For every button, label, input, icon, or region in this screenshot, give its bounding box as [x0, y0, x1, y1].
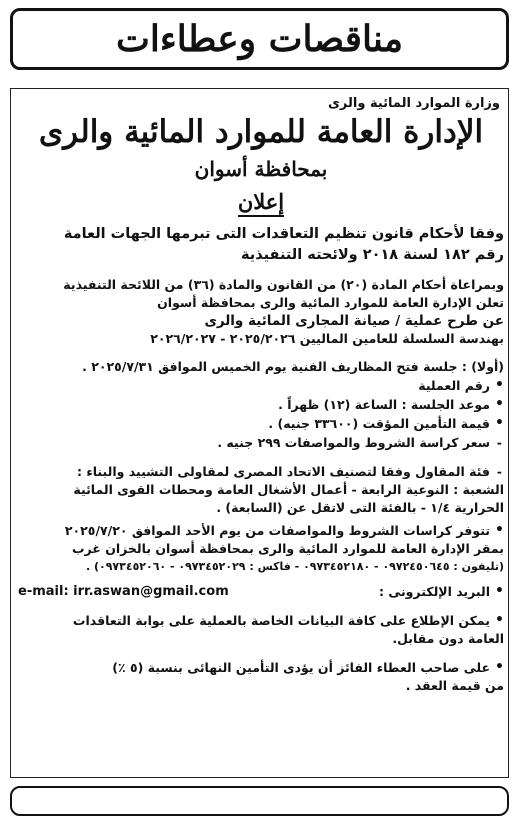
portal-line: العامة دون مقابل.	[392, 631, 504, 646]
intro-line: تعلن الإدارة العامة للموارد المائية والرى بمحافظة أسوان	[157, 295, 504, 310]
session-item: • موعد الجلسة : الساعة (١٢) ظهراً .	[18, 395, 504, 414]
announcement-label: إعلان	[238, 189, 284, 217]
intro-line: عن طرح عملية / صيانة المجارى المائية والرى	[204, 313, 504, 329]
announcement-heading	[18, 189, 504, 214]
insurance-line: من قيمة العقد .	[405, 678, 504, 693]
availability-block	[18, 521, 504, 576]
session-item: • رقم العملية	[18, 376, 504, 395]
classification-block	[18, 462, 504, 517]
session-item: • قيمة التأمين المؤقت (٣٣٦٠٠ جنيه) .	[18, 414, 504, 433]
insurance-line: • على صاحب العطاء الفائز أن يؤدى التأمين النهائى بنسبة (٥ ٪)	[18, 658, 504, 677]
classification-line: الشعبة : النوعية الرابعة - أعمال الأشغال العامة ومحطات القوى المائية	[73, 482, 504, 497]
law-line: وفقا لأحكام قانون تنظيم التعاقدات التى تبرمها الجهات العامة	[63, 226, 504, 242]
classification-line: - فئة المقاول وفقا لتصنيف الاتحاد المصرى لمقاولى التشييد والبناء :	[18, 462, 504, 481]
intro-line: بهندسة السلسلة للعامين الماليين ٢٠٢٥/٢٠٢٦ - ٢٠٢٦/٢٠٢٧	[150, 331, 504, 346]
email-address: e-mail: irr.aswan@gmail.com	[18, 584, 229, 599]
section-title: مناقصات وعطاءات	[115, 18, 404, 60]
intro-block	[18, 276, 504, 348]
session-date: (أولا) : جلسة فتح المظاريف الفنية يوم الخميس الموافق ٢٠٢٥/٧/٣١ .	[82, 359, 504, 374]
authority-name: الإدارة العامة للموارد المائية والرى	[38, 114, 484, 150]
session-item: - سعر كراسة الشروط والمواصفات ٢٩٩ جنيه .	[18, 433, 504, 452]
portal-block	[18, 611, 504, 648]
law-line: رقم ١٨٢ لسنة ٢٠١٨ ولائحته التنفيذية	[241, 247, 504, 263]
governorate-name: بمحافظة أسوان	[194, 157, 328, 181]
availability-line: بمقر الإدارة العامة للموارد المائية والرى بمحافظة أسوان بالخزان غرب	[71, 541, 504, 556]
availability-line: • تتوفر كراسات الشروط والمواصفات من يوم الأحد الموافق ٢٠٢٥/٧/٢٠	[18, 521, 504, 540]
insurance-block	[18, 658, 504, 695]
tender-notice	[18, 92, 504, 695]
intro-line: وبمراعاة أحكام المادة (٢٠) من القانون والمادة (٣٦) من اللائحة التنفيذية	[63, 277, 504, 292]
session-block	[18, 358, 504, 452]
ministry-name: وزارة الموارد المائية والرى	[328, 96, 500, 111]
email-row	[18, 582, 504, 601]
portal-line: • يمكن الإطلاع على كافة البيانات الخاصة بالعملية على بوابة التعاقدات	[18, 611, 504, 630]
classification-line: الحرارية ١/٤ - بالفئة التى لاتقل عن (السابعة) .	[216, 500, 504, 515]
section-banner	[10, 8, 509, 70]
email-label: • البريد الإلكترونى :	[378, 584, 490, 599]
law-reference	[18, 224, 504, 266]
availability-line: (تليفون : ٠٩٧٢٤٥٠٦٤٥ - ٠٩٧٣٤٥٢١٨٠ - فاكس : ٠٩٧٣٤٥٢٠٢٩ - ٠٩٧٣٤٥٢٠٦٠) .	[85, 560, 504, 573]
next-section-frame	[10, 786, 509, 816]
